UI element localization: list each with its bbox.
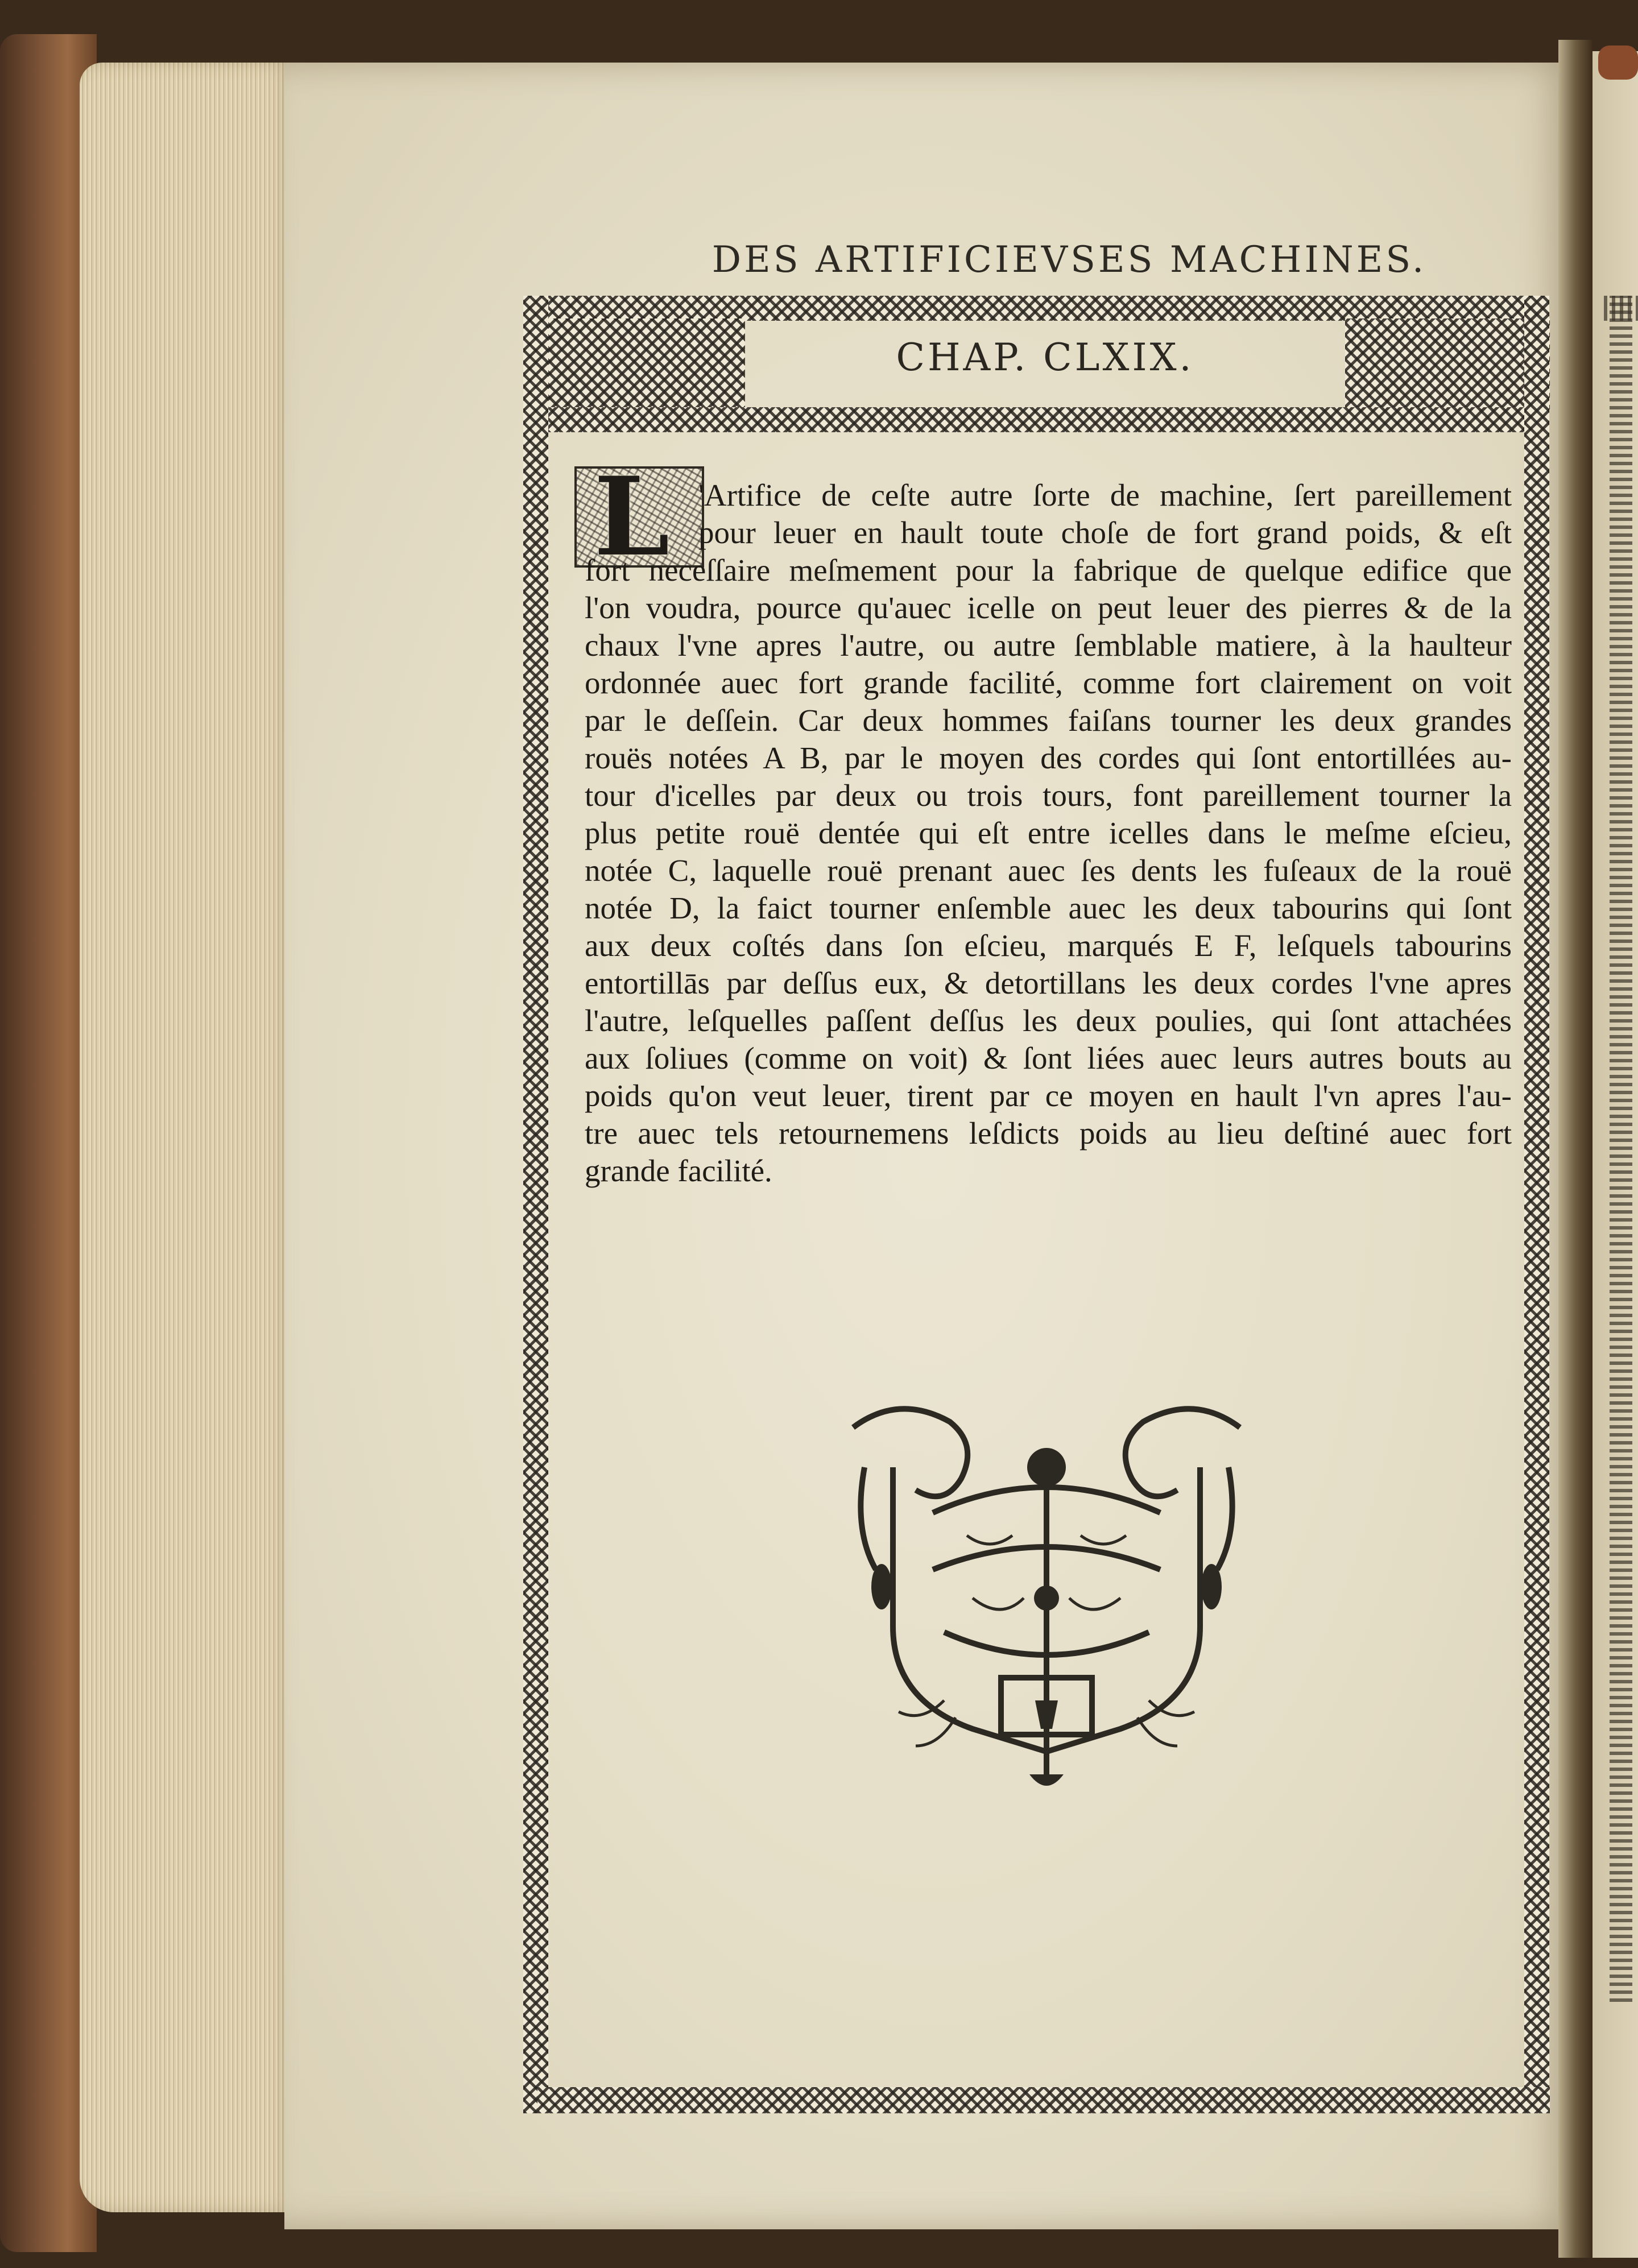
text-line: l'on voudra, pource qu'auec icelle on peut leuer des pierres & de la (585, 590, 1512, 625)
border-heading-left-panel (523, 318, 745, 409)
text-line: 'Artifice de ceſte autre ſorte de machine, ſert pareillement (698, 478, 1512, 512)
body-text (585, 477, 1512, 1190)
text-line: fort neceſſaire meſmement pour la fabrique de quelque edifice que (585, 553, 1512, 587)
cover-tear (1598, 45, 1638, 80)
drop-cap-letter: L (594, 453, 670, 580)
text-line: entortillās par deſſus eux, & detortillans les deux cordes l'vne apres (585, 966, 1512, 1000)
border-bottom (537, 2087, 1550, 2113)
text-line: chaux l'vne apres l'autre, ou autre ſemblable matiere, à la haulteur (585, 628, 1512, 663)
ornament-drawing (830, 1382, 1263, 1797)
chapter-heading: CHAP. CLXIX. (896, 336, 1194, 379)
text-line: tour d'icelles par deux ou trois tours, font pareillement tourner la (585, 778, 1512, 813)
text-line: notée C, laquelle rouë prenant auec ſes dents les fuſeaux de la rouë (585, 853, 1512, 888)
text-line: pour leuer en hault toute choſe de fort grand poids, & eſt (698, 515, 1512, 550)
page-edges (80, 63, 296, 2212)
border-left (523, 296, 548, 2113)
text-line: l'autre, leſquelles paſſent deſſus les deux poulies, qui ſont attachées (585, 1003, 1512, 1038)
border-under-heading (523, 407, 1547, 432)
text-line: tre auec tels retournemens leſdicts poids au lieu deſtiné auec fort (585, 1116, 1512, 1150)
text-line: rouës notées A B, par le moyen des cordes qui ſont entortillées au- (585, 740, 1512, 775)
border-right (1524, 296, 1549, 2113)
text-line: ordonnée auec fort grande facilité, comme fort clairement on voit (585, 665, 1512, 700)
border-top (523, 296, 1547, 321)
text-line: grande facilité. (585, 1153, 772, 1188)
text-line: aux ſoliues (comme on voit) & ſont liées auec leurs autres bouts au (585, 1041, 1512, 1075)
text-line: notée D, la faict tourner enſemble auec les deux tabourins qui ſont (585, 891, 1512, 925)
facing-page-border (1610, 296, 1632, 2002)
border-heading-right-panel (1345, 318, 1550, 409)
text-line: poids qu'on veut leuer, tirent par ce moyen en hault l'vn apres l'au- (585, 1078, 1512, 1113)
text-line: plus petite rouë dentée qui eſt entre icelles dans le meſme eſcieu, (585, 816, 1512, 850)
tailpiece-ornament (830, 1382, 1263, 1797)
text-line: par le deſſein. Car deux hommes faiſans tourner les deux grandes (585, 703, 1512, 738)
running-head: DES ARTIFICIEVSES MACHINES. (712, 239, 1427, 281)
text-line: aux deux coſtés dans ſon eſcieu, marqués E F, leſquels tabourins (585, 928, 1512, 963)
book-gutter (1558, 40, 1592, 2258)
